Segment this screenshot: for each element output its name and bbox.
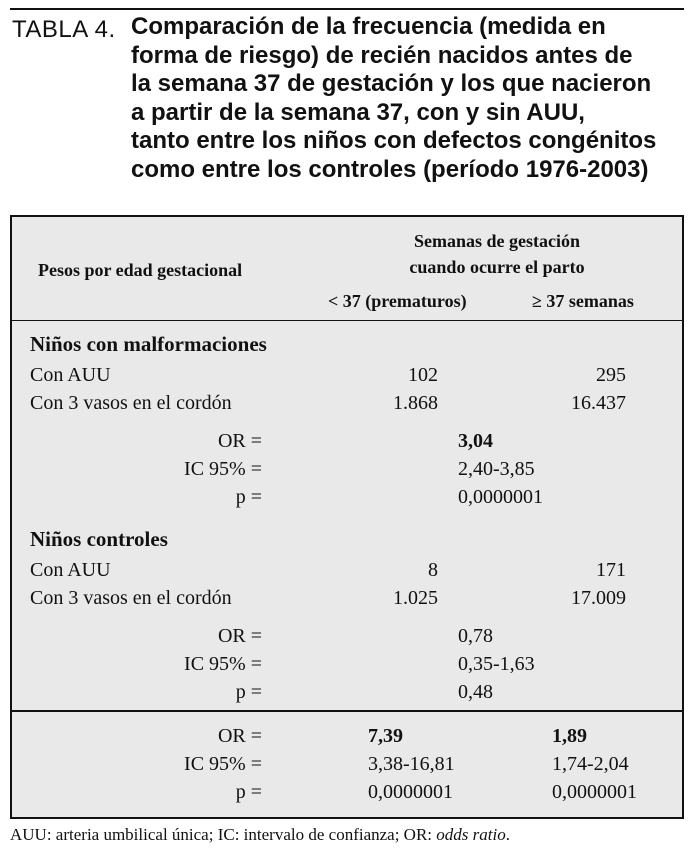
cell-value: 295	[596, 364, 626, 386]
footnote-italic: odds ratio	[436, 825, 506, 844]
data-table	[10, 215, 684, 819]
stat-label: IC 95% =	[184, 653, 262, 675]
row-label: Con 3 vasos en el cordón	[30, 587, 232, 609]
row-label: Con AUU	[30, 364, 111, 386]
title-line: como entre los controles (período 1976-2003)	[131, 155, 649, 183]
cell-value: 8	[428, 559, 438, 581]
stat-value: 0,0000001	[552, 781, 637, 803]
stat-label: p =	[235, 681, 262, 703]
stat-value: 1,89	[552, 725, 587, 747]
cell-value: 17.009	[571, 587, 626, 609]
cell-value: 16.437	[571, 392, 626, 414]
row-label-header: Pesos por edad gestacional	[38, 260, 243, 280]
stat-value: 1,74-2,04	[552, 753, 629, 775]
footnote-text: AUU: arteria umbilical única; IC: intervalo de confianza; OR:	[10, 825, 437, 844]
stat-value: 2,40-3,85	[458, 458, 535, 480]
header-divider	[12, 320, 682, 321]
stat-label: IC 95% =	[184, 458, 262, 480]
top-rule	[10, 8, 684, 10]
cell-value: 1.025	[393, 587, 438, 609]
stat-label: OR =	[217, 430, 262, 452]
stat-label: IC 95% =	[184, 753, 262, 775]
group-header-line2: cuando ocurre el parto	[409, 257, 585, 277]
stat-label: OR =	[217, 725, 262, 747]
group-header-line1: Semanas de gestación	[414, 231, 580, 251]
stat-value: 0,0000001	[458, 486, 543, 508]
title-line: forma de riesgo) de recién nacidos antes de	[131, 41, 633, 69]
row-label: Con AUU	[30, 559, 111, 581]
stat-value: 0,0000001	[368, 781, 453, 803]
stat-value: 0,35-1,63	[458, 653, 535, 675]
footnote	[10, 825, 510, 845]
section-title-malformaciones: Niños con malformaciones	[30, 332, 267, 356]
cell-value: 1.868	[393, 392, 438, 414]
cell-value: 171	[596, 559, 626, 581]
table-label: TABLA 4.	[12, 16, 116, 43]
stat-value: 3,38-16,81	[368, 753, 455, 775]
stat-value: 0,48	[458, 681, 493, 703]
title-line: a partir de la semana 37, con y sin AUU,	[131, 98, 585, 126]
totals-divider	[12, 710, 682, 712]
title-line: tanto entre los niños con defectos congénitos	[131, 127, 657, 154]
col-header-preterm: < 37 (prematuros)	[328, 291, 467, 311]
cell-value: 102	[408, 364, 438, 386]
title-line: Comparación de la frecuencia (medida en	[131, 13, 606, 40]
col-header-term: ≥ 37 semanas	[532, 291, 634, 311]
row-label: Con 3 vasos en el cordón	[30, 392, 232, 414]
stat-label: OR =	[217, 625, 262, 647]
stat-label: p =	[235, 486, 262, 508]
table-title	[131, 13, 676, 184]
footnote-end: .	[505, 825, 510, 844]
stat-label: p =	[235, 781, 262, 803]
stat-value: 0,78	[458, 625, 493, 647]
section-title-controles: Niños controles	[30, 527, 168, 551]
stat-value: 7,39	[368, 725, 403, 747]
title-line: la semana 37 de gestación y los que nacieron	[131, 70, 652, 97]
stat-value: 3,04	[458, 430, 493, 452]
